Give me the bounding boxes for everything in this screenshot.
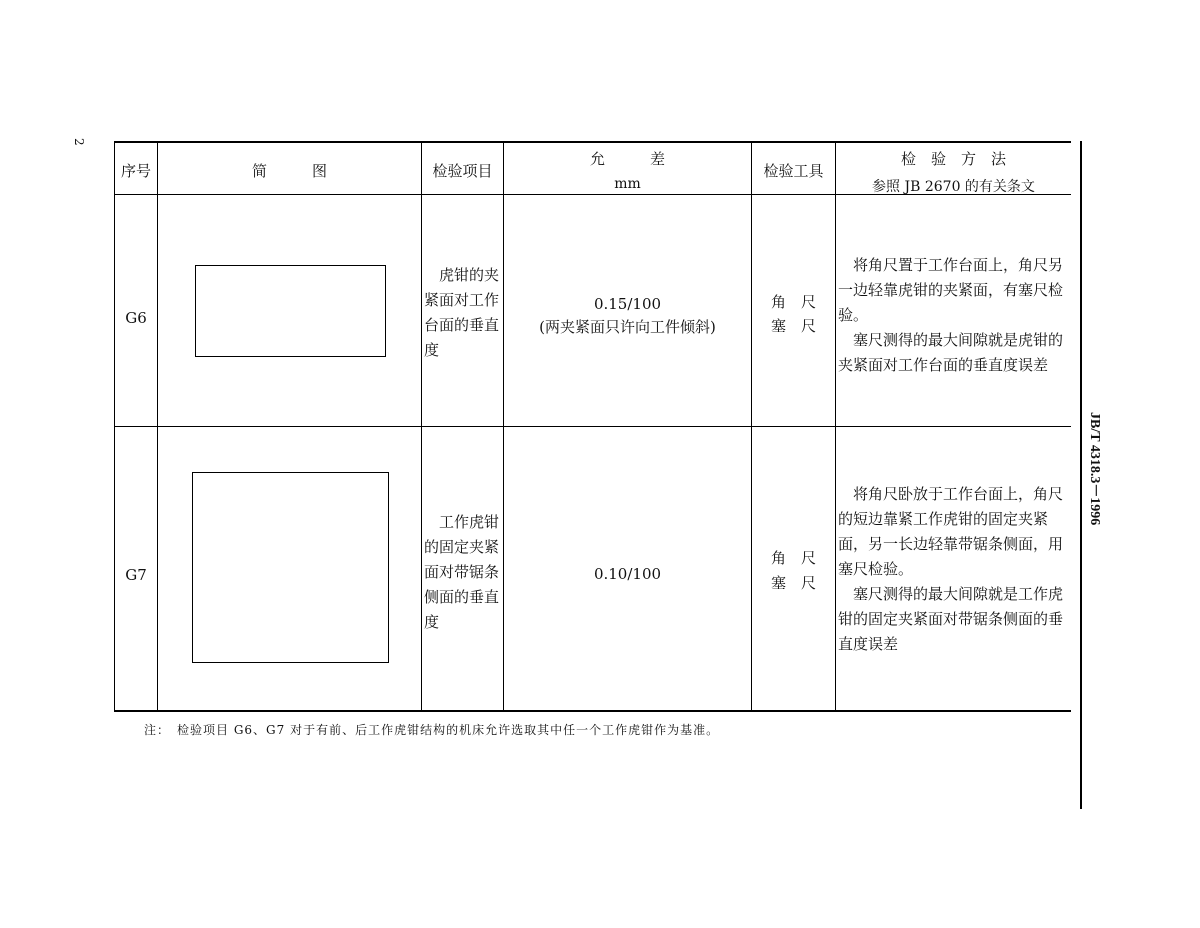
table-top-border bbox=[114, 141, 1071, 143]
page-number: 2 bbox=[72, 138, 86, 146]
header-seq: 序号 bbox=[120, 162, 151, 180]
standard-code: JB/T 4318.3－1996 bbox=[1087, 412, 1102, 526]
header-item: 检验项目 bbox=[432, 162, 493, 180]
row-g6-tolerance: 0.15/100 bbox=[593, 295, 662, 313]
header-tolerance: 允 差 bbox=[589, 150, 665, 168]
header-tool: 检验工具 bbox=[763, 162, 824, 180]
row-g6-diagram-rect bbox=[195, 265, 386, 357]
row-g7-seq: G7 bbox=[125, 566, 147, 584]
row-g6-tool-feeler: 塞 尺 bbox=[770, 317, 816, 335]
row-g6-seq: G6 bbox=[125, 309, 147, 327]
header-method-ref: 参照 JB 2670 的有关条文 bbox=[872, 179, 1035, 195]
row-g7-method: 将角尺卧放于工作台面上，角尺 的短边靠紧工作虎钳的固定夹紧 面，另一长边轻靠带锯条侧面，用 塞尺检验。 塞尺测得的最大间隙就是工作虎 钳的固定夹紧面对带锯条侧面的垂 直度误差 bbox=[838, 485, 1064, 653]
table-bottom-border bbox=[114, 710, 1071, 712]
header-diagram: 简 图 bbox=[251, 162, 327, 180]
row-g7-tolerance: 0.10/100 bbox=[593, 565, 662, 583]
table-footnote: 注： 检验项目 G6、G7 对于有前、后工作虎钳结构的机床允许选取其中任一个工作虎钳作为基准。 bbox=[144, 723, 720, 737]
row-g7-diagram-rect bbox=[192, 472, 389, 663]
row-divider bbox=[114, 426, 1071, 427]
col-divider-4 bbox=[751, 141, 752, 712]
row-g6-method: 将角尺置于工作台面上，角尺另 一边轻靠虎钳的夹紧面，有塞尺检 验。 塞尺测得的最大间隙就是虎钳的 夹紧面对工作台面的垂直度误差 bbox=[838, 256, 1064, 374]
row-g6-tool-square: 角 尺 bbox=[770, 293, 816, 311]
row-g6-item: 虎钳的夹 紧面对工作 台面的垂直 度 bbox=[424, 266, 500, 359]
header-tolerance-unit: mm bbox=[614, 176, 641, 192]
table-left-border bbox=[114, 141, 115, 712]
row-g7-item: 工作虎钳 的固定夹紧 面对带锯条 侧面的垂直 度 bbox=[424, 513, 500, 631]
col-divider-2 bbox=[421, 141, 422, 712]
row-g7-tool-square: 角 尺 bbox=[770, 549, 816, 567]
right-margin-rule bbox=[1080, 141, 1082, 809]
col-divider-1 bbox=[157, 141, 158, 712]
row-g7-tool-feeler: 塞 尺 bbox=[770, 574, 816, 592]
col-divider-5 bbox=[835, 141, 836, 712]
row-g6-tolerance-note: (两夹紧面只许向工件倾斜) bbox=[539, 318, 716, 336]
header-method: 检 验 方 法 bbox=[900, 150, 1006, 168]
